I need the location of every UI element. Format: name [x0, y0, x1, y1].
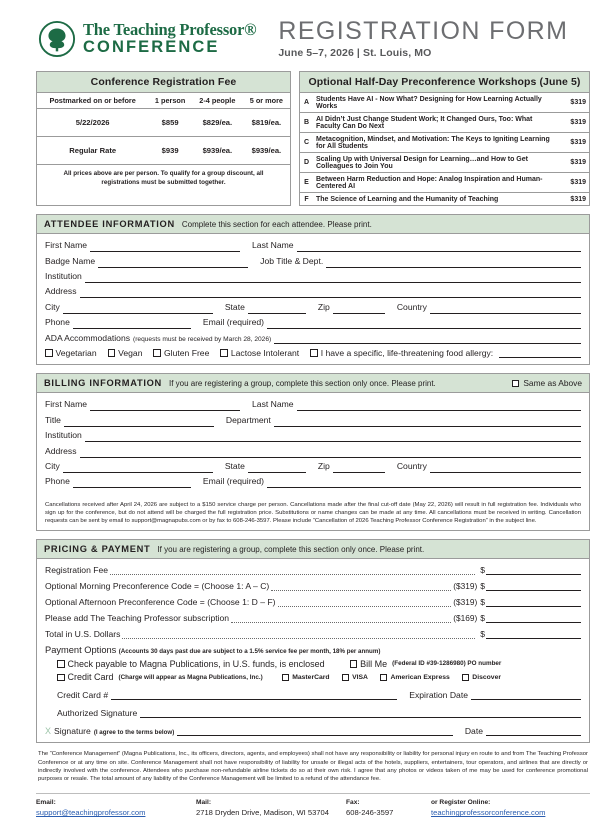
- footer-fax-column: [346, 799, 431, 817]
- billing-email-label: Email (required): [202, 476, 264, 487]
- checkbox-discover[interactable]: [462, 674, 501, 682]
- checkbox-american-express[interactable]: [380, 674, 450, 682]
- pricing-amount-input[interactable]: [486, 580, 581, 591]
- page-header: [0, 0, 612, 67]
- footer-email-label: Email:: [36, 799, 56, 807]
- badge-name-input[interactable]: [98, 257, 248, 268]
- leader-dots: [271, 582, 451, 591]
- last-name-label: Last Name: [252, 240, 294, 251]
- pricing-label: Registration Fee: [45, 565, 109, 576]
- checkbox-icon[interactable]: [220, 349, 228, 357]
- checkbox-mastercard[interactable]: [282, 674, 330, 682]
- country-label: Country: [396, 301, 427, 312]
- email-input[interactable]: [267, 318, 581, 329]
- pricing-preset-amount: ($319): [453, 597, 478, 608]
- ada-label: ADA Accommodations: [45, 332, 131, 343]
- conference-fee-table: [36, 71, 291, 206]
- pricing-payment-section: [36, 539, 590, 743]
- phone-input[interactable]: [73, 318, 191, 329]
- attendee-badge-row: [45, 255, 581, 268]
- fee-row-label: 5/22/2026: [37, 109, 148, 137]
- billing-institution-row: [45, 429, 581, 442]
- checkbox-gluten-free[interactable]: [153, 348, 209, 358]
- state-label: State: [224, 301, 245, 312]
- dollar-sign: $: [480, 581, 485, 592]
- ada-input[interactable]: [274, 333, 581, 344]
- address-label: Address: [45, 286, 77, 297]
- billing-city-label: City: [45, 461, 60, 472]
- checkbox-credit-card[interactable]: [57, 672, 263, 682]
- mastercard-label: MasterCard: [292, 673, 330, 681]
- payment-options-block: [45, 645, 581, 736]
- billing-institution-label: Institution: [45, 430, 82, 441]
- attendee-address-row: [45, 285, 581, 298]
- attendee-ada-row: [45, 332, 581, 345]
- billing-department-label: Department: [225, 414, 271, 425]
- footer-mail-column: [196, 799, 346, 817]
- credit-card-number-label: Credit Card #: [57, 690, 109, 701]
- checkbox-icon[interactable]: [57, 674, 65, 682]
- checkbox-same-as-above[interactable]: [512, 378, 582, 388]
- expiration-date-input[interactable]: [471, 689, 581, 700]
- brand-line-1: The Teaching Professor®: [83, 19, 257, 39]
- brand-line-2: CONFERENCE: [83, 38, 220, 57]
- fee-col-2to4: 2-4 people: [192, 93, 243, 109]
- billing-phone-row: [45, 475, 581, 488]
- billing-address-input[interactable]: [80, 447, 581, 458]
- fee-col-postmarked: Postmarked on or before: [37, 93, 148, 109]
- zip-input[interactable]: [333, 303, 385, 314]
- page-footer: [36, 793, 590, 817]
- table-row: [300, 173, 589, 193]
- billing-zip-label: Zip: [317, 461, 330, 472]
- first-name-label: First Name: [45, 240, 88, 251]
- pricing-section-title: PRICING & PAYMENT: [44, 544, 151, 555]
- fee-col-1person: 1 person: [148, 93, 192, 109]
- attendee-information-section: [36, 214, 590, 365]
- preconference-title: Optional Half-Day Preconference Workshops (June 5): [300, 72, 589, 93]
- expiration-date-label: Expiration Date: [409, 690, 468, 701]
- billing-state-input[interactable]: [248, 462, 306, 473]
- liability-terms-text: The “Conference Management” (Magna Publications, Inc., its officers, directors, agents, and employees) shall not have any responsibility or liability for personal injury en route to and from The Teaching Professor Conference or at any time on site. Conference Management shall not have responsibility of liability for unsafe or illegal acts of the hotels, suppliers, entertainers, tour operators, and airlines that are directly or indirectly involved with the conference. Attendees who purchase non-refundable airline tickets do so at their own risk. I agree that any photos or videos taken of me may be used for conference promotional purposes or resale. The total amount of any liability of the Conference Management will be limited to a refund of the attendance fee.: [38, 751, 588, 783]
- workshop-price: $319: [570, 195, 586, 203]
- billing-address-label: Address: [45, 445, 77, 456]
- billing-name-row: [45, 398, 581, 411]
- credit-card-number-input[interactable]: [111, 689, 397, 700]
- badge-name-label: Badge Name: [45, 255, 96, 266]
- dollar-sign: $: [480, 565, 485, 576]
- visa-label: VISA: [352, 673, 368, 681]
- workshop-price: $319: [559, 113, 589, 133]
- fee-row-1person: $939: [148, 137, 192, 165]
- authorized-signature-label: Authorized Signature: [57, 708, 138, 719]
- workshop-price: $319: [559, 133, 589, 153]
- checkbox-icon[interactable]: [310, 349, 318, 357]
- institution-input[interactable]: [85, 272, 581, 283]
- billing-zip-input[interactable]: [333, 462, 385, 473]
- pricing-amount-input[interactable]: [486, 596, 581, 607]
- workshop-price: $319: [559, 173, 589, 193]
- dollar-sign: $: [480, 613, 485, 624]
- pricing-section-header: [37, 540, 589, 559]
- pricing-total-input[interactable]: [486, 628, 581, 639]
- preconference-workshops-table: [299, 71, 590, 206]
- fee-row-5plus: $939/ea.: [243, 137, 290, 165]
- table-row: [300, 93, 589, 113]
- billing-city-input[interactable]: [63, 462, 213, 473]
- fee-row-5plus: $819/ea.: [243, 109, 290, 137]
- pricing-label: Please add The Teaching Professor subscription: [45, 613, 230, 624]
- fee-row-2to4: $829/ea.: [192, 109, 243, 137]
- workshop-price: $319: [559, 93, 589, 113]
- payment-method-row-2: [45, 672, 581, 682]
- fee-row-1person: $859: [148, 109, 192, 137]
- leader-dots: [122, 630, 475, 639]
- dollar-sign: $: [480, 629, 485, 640]
- zip-label: Zip: [317, 301, 330, 312]
- country-input[interactable]: [430, 303, 581, 314]
- billing-title-row: [45, 414, 581, 427]
- table-row: [300, 193, 589, 206]
- authorized-signature-row: [45, 707, 581, 718]
- workshop-title: Students Have AI - Now What? Designing for How Learning Actually Works: [313, 93, 559, 113]
- workshop-code: B: [300, 113, 313, 133]
- pricing-row-morning-preconference: [45, 580, 581, 591]
- gluten-free-label: Gluten Free: [163, 347, 210, 358]
- billing-city-row: [45, 460, 581, 473]
- bill-me-fine-print: (Federal ID #39-1286980) PO number: [392, 660, 502, 668]
- attendee-section-desc: Complete this section for each attendee. Please print.: [181, 220, 372, 230]
- credit-card-number-row: [45, 689, 581, 700]
- checkbox-icon[interactable]: [282, 674, 290, 682]
- signature-input[interactable]: [177, 725, 453, 736]
- payment-options-fine-print: (Accounts 30 days past due are subject to a 1.5% service fee per month, 18% per annum): [118, 648, 381, 656]
- credit-card-fine-print: (Charge will appear as Magna Publications, Inc.): [118, 673, 263, 681]
- pricing-row-total: [45, 628, 581, 639]
- attendee-institution-row: [45, 270, 581, 283]
- checkbox-icon[interactable]: [350, 660, 358, 668]
- checkbox-check-payment[interactable]: [57, 659, 325, 669]
- brand-logo: [38, 20, 256, 58]
- job-title-input[interactable]: [326, 257, 581, 268]
- pricing-section-body: [37, 559, 589, 742]
- billing-phone-label: Phone: [45, 476, 70, 487]
- checkbox-lactose-intolerant[interactable]: [220, 348, 299, 358]
- credit-card-label: Credit Card: [67, 672, 114, 683]
- pricing-preset-amount: ($169): [453, 613, 478, 624]
- tree-in-circle-icon: [38, 20, 76, 58]
- footer-website-link[interactable]: teachingprofessorconference.com: [431, 808, 546, 817]
- pricing-label: Optional Morning Preconference Code = (Choose 1: A – C): [45, 581, 270, 592]
- workshop-code: F: [304, 195, 309, 203]
- phone-label: Phone: [45, 317, 70, 328]
- title-block: [278, 18, 568, 59]
- attendee-section-header: [37, 215, 589, 234]
- billing-section-desc: If you are registering a group, complete this section only once. Please print.: [168, 379, 436, 389]
- fee-col-5plus: 5 or more: [243, 93, 290, 109]
- check-payment-label: Check payable to Magna Publications, in U.S. funds, is enclosed: [67, 658, 325, 669]
- checkbox-icon[interactable]: [153, 349, 161, 357]
- billing-last-name-input[interactable]: [297, 400, 581, 411]
- footer-email-link[interactable]: support@teachingprofessor.com: [36, 808, 146, 817]
- first-name-input[interactable]: [90, 241, 240, 252]
- billing-phone-input[interactable]: [73, 477, 191, 488]
- signature-fine-print: (I agree to the terms below): [93, 729, 175, 737]
- pricing-section-desc: If you are registering a group, complete this section only once. Please print.: [157, 545, 425, 555]
- workshop-title: Between Harm Reduction and Hope: Analog Inspiration and Human-Centered AI: [313, 173, 559, 193]
- authorized-signature-input[interactable]: [140, 707, 581, 718]
- pricing-row-afternoon-preconference: [45, 596, 581, 607]
- checkbox-vegan[interactable]: [108, 348, 143, 358]
- checkbox-visa[interactable]: [342, 674, 368, 682]
- table-row: [37, 109, 290, 137]
- same-as-above-label: Same as Above: [523, 378, 582, 389]
- workshop-title: Scaling Up with Universal Design for Learning…and How to Get Colleagues to Join You: [313, 153, 559, 173]
- billing-state-label: State: [224, 461, 245, 472]
- billing-address-row: [45, 445, 581, 458]
- vegetarian-label: Vegetarian: [55, 347, 97, 358]
- city-input[interactable]: [63, 303, 213, 314]
- page-subtitle: June 5–7, 2026 | St. Louis, MO: [278, 47, 432, 60]
- checkbox-icon[interactable]: [342, 674, 350, 682]
- payment-method-row-1: [45, 659, 581, 669]
- checkbox-icon[interactable]: [512, 380, 520, 388]
- signature-date-input[interactable]: [486, 725, 581, 736]
- pricing-amount-input[interactable]: [486, 612, 581, 623]
- table-row: [300, 153, 589, 173]
- checkbox-bill-me[interactable]: [350, 659, 502, 669]
- billing-first-name-label: First Name: [45, 399, 88, 410]
- fee-table-title: Conference Registration Fee: [37, 72, 290, 93]
- payment-options-heading: [45, 645, 581, 655]
- page-title: REGISTRATION FORM: [278, 17, 569, 45]
- attendee-section-title: ATTENDEE INFORMATION: [44, 219, 175, 230]
- leader-dots: [110, 566, 475, 575]
- workshop-code: E: [300, 173, 313, 193]
- workshop-code: D: [300, 153, 313, 173]
- ada-note: (requests must be received by March 28, 2026): [133, 335, 272, 343]
- billing-first-name-input[interactable]: [90, 400, 240, 411]
- attendee-name-row: [45, 239, 581, 252]
- footer-online-label: or Register Online:: [431, 799, 491, 807]
- billing-last-name-label: Last Name: [252, 399, 294, 410]
- amex-label: American Express: [390, 673, 450, 681]
- billing-section-body: [37, 393, 589, 496]
- checkbox-icon[interactable]: [462, 674, 470, 682]
- dietary-options-row: [45, 347, 581, 358]
- job-title-label: Job Title & Dept.: [260, 255, 324, 266]
- checkbox-icon[interactable]: [108, 349, 116, 357]
- billing-email-input[interactable]: [267, 477, 581, 488]
- signature-x-marker-icon: X: [45, 726, 52, 737]
- table-row: [300, 133, 589, 153]
- checkbox-vegetarian[interactable]: [45, 348, 97, 358]
- signature-row: [45, 725, 581, 736]
- fee-table-header-row: [37, 93, 290, 109]
- checkbox-icon[interactable]: [57, 660, 65, 668]
- state-input[interactable]: [248, 303, 306, 314]
- attendee-phone-row: [45, 316, 581, 329]
- pricing-amount-input[interactable]: [486, 564, 581, 575]
- workshop-title: The Science of Learning and the Humanity of Teaching: [316, 195, 499, 203]
- pricing-row-registration-fee: [45, 564, 581, 575]
- allergy-input[interactable]: [499, 347, 581, 358]
- workshop-code: A: [300, 93, 313, 113]
- fee-row-2to4: $939/ea.: [192, 137, 243, 165]
- top-tables-row: [36, 71, 590, 206]
- billing-country-input[interactable]: [430, 462, 581, 473]
- billing-section-header: [37, 374, 589, 393]
- signature-date-label: Date: [464, 726, 483, 737]
- leader-dots: [278, 598, 452, 607]
- billing-title-input[interactable]: [64, 416, 214, 427]
- footer-fax-number: 608-246-3597: [346, 808, 394, 817]
- signature-label: Signature: [54, 726, 91, 737]
- lactose-label: Lactose Intolerant: [230, 347, 300, 358]
- pricing-row-subscription: [45, 612, 581, 623]
- billing-institution-input[interactable]: [85, 431, 581, 442]
- table-row: [37, 137, 290, 165]
- attendee-section-body: [37, 234, 589, 364]
- pricing-label: Total in U.S. Dollars: [45, 629, 121, 640]
- billing-title-label: Title: [45, 414, 61, 425]
- pricing-preset-amount: ($319): [453, 581, 478, 592]
- footer-fax-label: Fax:: [346, 799, 360, 807]
- allergy-label: I have a specific, life-threatening food allergy:: [320, 347, 494, 358]
- billing-section-title: BILLING INFORMATION: [44, 378, 162, 389]
- footer-mail-label: Mail:: [196, 799, 212, 807]
- billing-department-input[interactable]: [274, 416, 581, 427]
- billing-country-label: Country: [396, 461, 427, 472]
- workshop-price: $319: [559, 153, 589, 173]
- workshop-title: Metacognition, Mindset, and Motivation: The Keys to Igniting Learning for All Students: [313, 133, 559, 153]
- dollar-sign: $: [480, 597, 485, 608]
- checkbox-icon[interactable]: [380, 674, 388, 682]
- discover-label: Discover: [472, 673, 502, 681]
- billing-information-section: [36, 373, 590, 531]
- leader-dots: [231, 614, 451, 623]
- brand-wordmark: [83, 19, 257, 57]
- email-label: Email (required): [202, 317, 264, 328]
- fee-row-label: Regular Rate: [37, 137, 148, 165]
- attendee-city-row: [45, 301, 581, 314]
- payment-options-title: Payment Options: [45, 645, 117, 656]
- checkbox-food-allergy[interactable]: [310, 347, 581, 358]
- workshop-title: AI Didn’t Just Change Student Work; It Changed Ours, Too: What Faculty Can Do Next: [313, 113, 559, 133]
- fee-table-note: All prices above are per person. To qualify for a group discount, all registrations must be submitted together.: [63, 170, 264, 186]
- address-input[interactable]: [80, 287, 581, 298]
- footer-online-column: [431, 799, 590, 817]
- footer-email-column: [36, 799, 196, 817]
- bill-me-label: Bill Me: [360, 658, 388, 669]
- pricing-label: Optional Afternoon Preconference Code = (Choose 1: D – F): [45, 597, 276, 608]
- institution-label: Institution: [45, 271, 82, 282]
- city-label: City: [45, 301, 60, 312]
- table-row: [300, 113, 589, 133]
- last-name-input[interactable]: [297, 241, 581, 252]
- checkbox-icon[interactable]: [45, 349, 53, 357]
- cancellation-policy-text: Cancellations received after April 24, 2026 are subject to a $150 service charge per person. Cancellations made after the final cut-off date (May 22, 2026) will result in full registration fee. Individuals who sign up for the conference, but do not attend will be charged the full registration price. Substitutions or name changes can be made at any time. All cancellations must be received in writing. Cancellation requests can be sent by email to support@magnapubs.com or by fax to 608-246-3597. Please include “Cancellation of 2026 Teaching Professor Conference Registration” in the subject line.: [45, 501, 581, 525]
- workshop-code: C: [300, 133, 313, 153]
- footer-mail-address: 2718 Dryden Drive, Madison, WI 53704: [196, 808, 329, 817]
- vegan-label: Vegan: [118, 347, 143, 358]
